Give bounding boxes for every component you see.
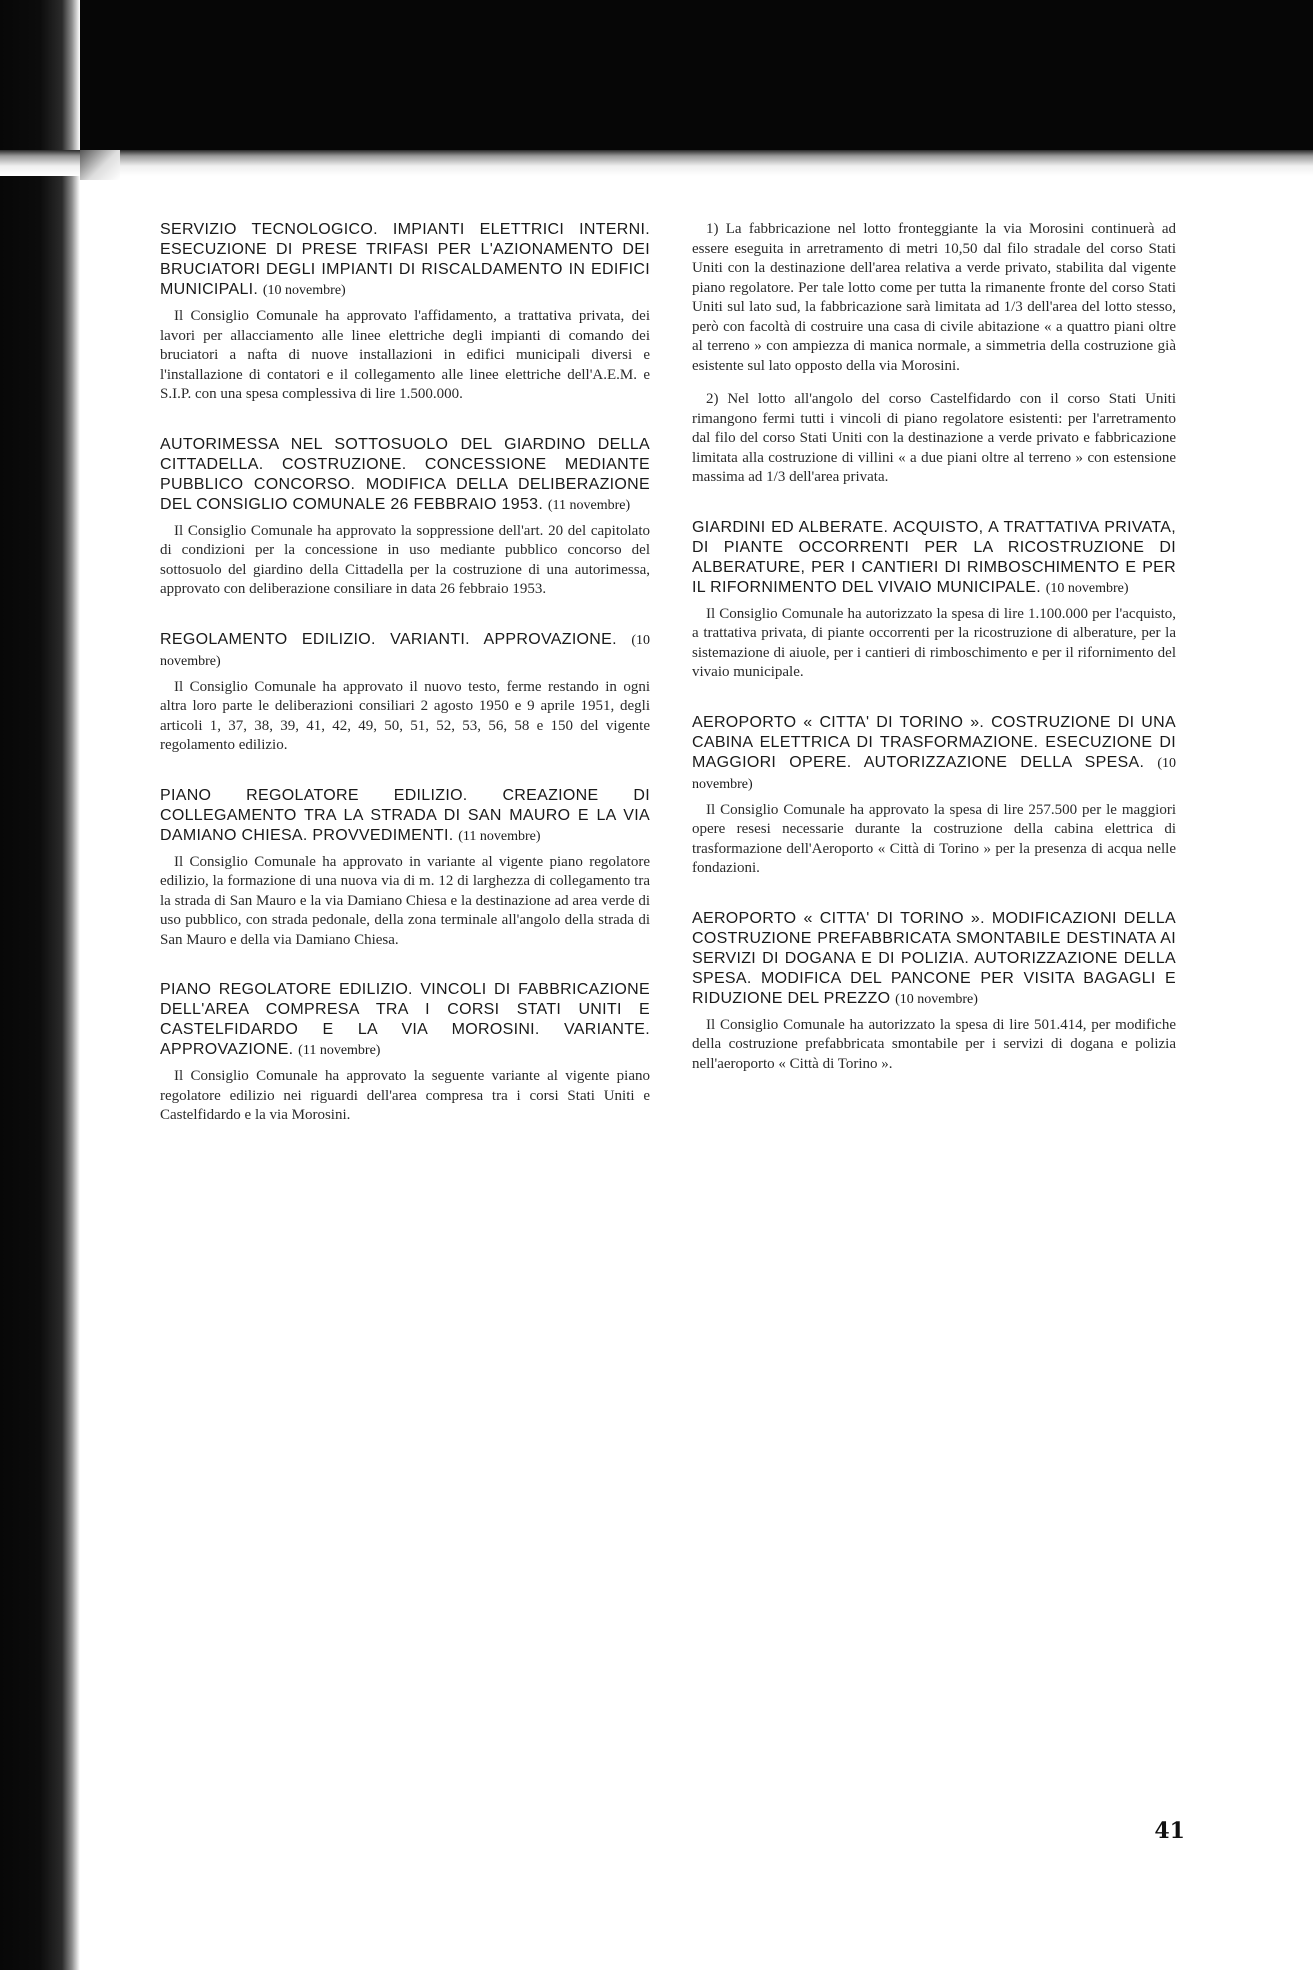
scan-shadow-corner	[80, 150, 120, 180]
scan-border-top	[0, 0, 1313, 150]
section-paragraph: Il Consiglio Comunale ha approvato in variante al vigente piano regolatore edilizio, la formazione di una nuova via di m. 12 di larghezza di collegamento tra la strada di San Mauro e la via Damiano Chiesa e la destinazione ad area verde di uso pubblico, con strada pedonale, della zona terminale all'angolo della strada di San Mauro e della via Damiano Chiesa.	[160, 853, 650, 948]
section-date: (11 novembre)	[298, 1043, 381, 1058]
left-column	[160, 220, 650, 1156]
scan-shadow-top	[0, 150, 1313, 176]
section-paragraph: Il Consiglio Comunale ha autorizzato la spesa di lire 501.414, per modifiche della costruzione prefabbricata smontabile per i servizi di dogana e polizia nell'aeroporto « Città di Torino ».	[692, 1016, 1176, 1072]
section-date: (11 novembre)	[547, 497, 631, 513]
section-heading: AEROPORTO « CITTA' DI TORINO ». COSTRUZIONE DI UNA CABINA ELETTRICA DI TRASFORMAZIONE. ESECUZIONE DI MAGGIORI OPERE. AUTORIZZAZIONE DELLA SPESA. (10 novembre)	[692, 713, 1176, 792]
section	[692, 713, 1176, 879]
section	[160, 786, 650, 951]
section-heading: PIANO REGOLATORE EDILIZIO. VINCOLI DI FABBRICAZIONE DELL'AREA COMPRESA TRA I CORSI STATI UNITI E CASTELFIDARDO E LA VIA MOROSINI. VARIANTE. APPROVAZIONE. (11 novembre)	[160, 981, 650, 1058]
section	[692, 220, 1176, 488]
scan-border-left	[0, 0, 80, 1970]
section-date: (11 novembre)	[458, 828, 541, 844]
section	[160, 630, 650, 756]
section-date: (10 novembre)	[160, 632, 650, 669]
section-heading: PIANO REGOLATORE EDILIZIO. CREAZIONE DI COLLEGAMENTO TRA LA STRADA DI SAN MAURO E LA VIA DAMIANO CHIESA. PROVVEDIMENTI. (11 novembre)	[160, 786, 650, 844]
section-date: (10 novembre)	[895, 991, 978, 1007]
section	[160, 980, 650, 1126]
section-paragraph: Il Consiglio Comunale ha approvato il nuovo testo, ferme restando in ogni altra loro parte le deliberazioni consiliari 2 agosto 1950 e 9 aprile 1951, degli articoli 1, 37, 38, 39, 41, 42, 49, 50, 51, 52, 53, 56, 58 e 150 del vigente regolamento edilizio.	[160, 678, 650, 753]
section-heading: REGOLAMENTO EDILIZIO. VARIANTI. APPROVAZIONE. (10 novembre)	[160, 630, 650, 669]
section-heading: AUTORIMESSA NEL SOTTOSUOLO DEL GIARDINO DELLA CITTADELLA. COSTRUZIONE. CONCESSIONE MEDIANTE PUBBLICO CONCORSO. MODIFICA DELLA DELIBERAZIONE DEL CONSIGLIO COMUNALE 26 FEBBRAIO 1953. (11 novembre)	[160, 435, 650, 513]
section-paragraph: 1) La fabbricazione nel lotto fronteggiante la via Morosini continuerà ad essere eseguita in arretramento di metri 10,50 dal filo stradale del corso Stati Uniti con la destinazione dell'area relativa a verde privato, stabilita dal vigente piano regolatore. Per tale lotto come per tutta la rimanente fronte del corso Stati Uniti sul lato sud, la fabbricazione sarà limitata ad 1/3 dell'area del lotto stesso, però con facoltà di costruire una casa di civile abitazione « a quattro piani oltre al terreno » con ampiezza di manica normale, a simmetria della costruzione già esistente sul lato opposto della via Morosini.	[692, 221, 1176, 374]
section-heading: GIARDINI ED ALBERATE. ACQUISTO, A TRATTATIVA PRIVATA, DI PIANTE OCCORRENTI PER LA RICOSTRUZIONE DI ALBERATURE, PER I CANTIERI DI RIMBOSCHIMENTO E PER IL RIFORNIMENTO DEL VIVAIO MUNICIPALE. (10 novembre)	[692, 518, 1176, 596]
section-paragraph: Il Consiglio Comunale ha approvato la soppressione dell'art. 20 del capitolato di condizioni per la concessione in uso mediante pubblico concorso del sottosuolo del giardino della Cittadella per la costruzione di una autorimessa, approvato con deliberazione consiliare in data 26 febbraio 1953.	[160, 522, 650, 597]
section-paragraph: Il Consiglio Comunale ha approvato la spesa di lire 257.500 per le maggiori opere resesi necessarie durante la costruzione della cabina elettrica di trasformazione dell'Aeroporto « Città di Torino » per la presenza di acqua nelle fondazioni.	[692, 801, 1176, 876]
section-date: (10 novembre)	[692, 755, 1176, 792]
section-paragraph: Il Consiglio Comunale ha approvato l'affidamento, a trattativa privata, dei lavori per allacciamento alle linee elettriche degli impianti di comando dei bruciatori a nafta di nuove installazioni in edifici municipali diversi e l'installazione di contatori e il collegamento alle linee elettriche dell'A.E.M. e S.I.P. con una spesa complessiva di lire 1.500.000.	[160, 308, 650, 402]
section	[160, 220, 650, 405]
section-date: (10 novembre)	[1045, 580, 1129, 596]
section	[692, 518, 1176, 683]
section-heading: SERVIZIO TECNOLOGICO. IMPIANTI ELETTRICI INTERNI. ESECUZIONE DI PRESE TRIFASI PER L'AZIONAMENTO DEI BRUCIATORI DEGLI IMPIANTI DI RISCALDAMENTO IN EDIFICI MUNICIPALI. (10 novembre)	[160, 221, 650, 298]
section	[692, 909, 1176, 1075]
section	[160, 435, 650, 600]
section-paragraph: Il Consiglio Comunale ha approvato la seguente variante al vigente piano regolatore edilizio nei riguardi dell'area compresa tra i corsi Stati Uniti e Castelfidardo e la via Morosini.	[160, 1068, 650, 1123]
section-paragraph: Il Consiglio Comunale ha autorizzato la spesa di lire 1.100.000 per l'acquisto, a trattativa privata, di piante occorrenti per la ricostruzione di alberature, per la sistemazione di aiuole, per i cantieri di rimboschimento e per il rifornimento del vivaio municipale.	[692, 605, 1176, 680]
section-heading: AEROPORTO « CITTA' DI TORINO ». MODIFICAZIONI DELLA COSTRUZIONE PREFABBRICATA SMONTABILE DESTINATA AI SERVIZI DI DOGANA E DI POLIZIA. AUTORIZZAZIONE DELLA SPESA. MODIFICA DEL PANCONE PER VISITA BAGAGLI E RIDUZIONE DEL PREZZO (10 novembre)	[692, 909, 1176, 1007]
right-column	[692, 220, 1176, 1104]
section-date: (10 novembre)	[262, 283, 346, 298]
section-paragraph: 2) Nel lotto all'angolo del corso Castelfidardo con il corso Stati Uniti rimangono fermi tutti i vincoli di piano regolatore esistenti: per l'arretramento dal filo del corso Stati Uniti con la destinazione a verde privato e fabbricazione limitata alla costruzione di villini « a due piani oltre al terreno » con estensione massima ad 1/3 dell'area privata.	[692, 391, 1176, 485]
page-number: 41	[1154, 1818, 1185, 1844]
